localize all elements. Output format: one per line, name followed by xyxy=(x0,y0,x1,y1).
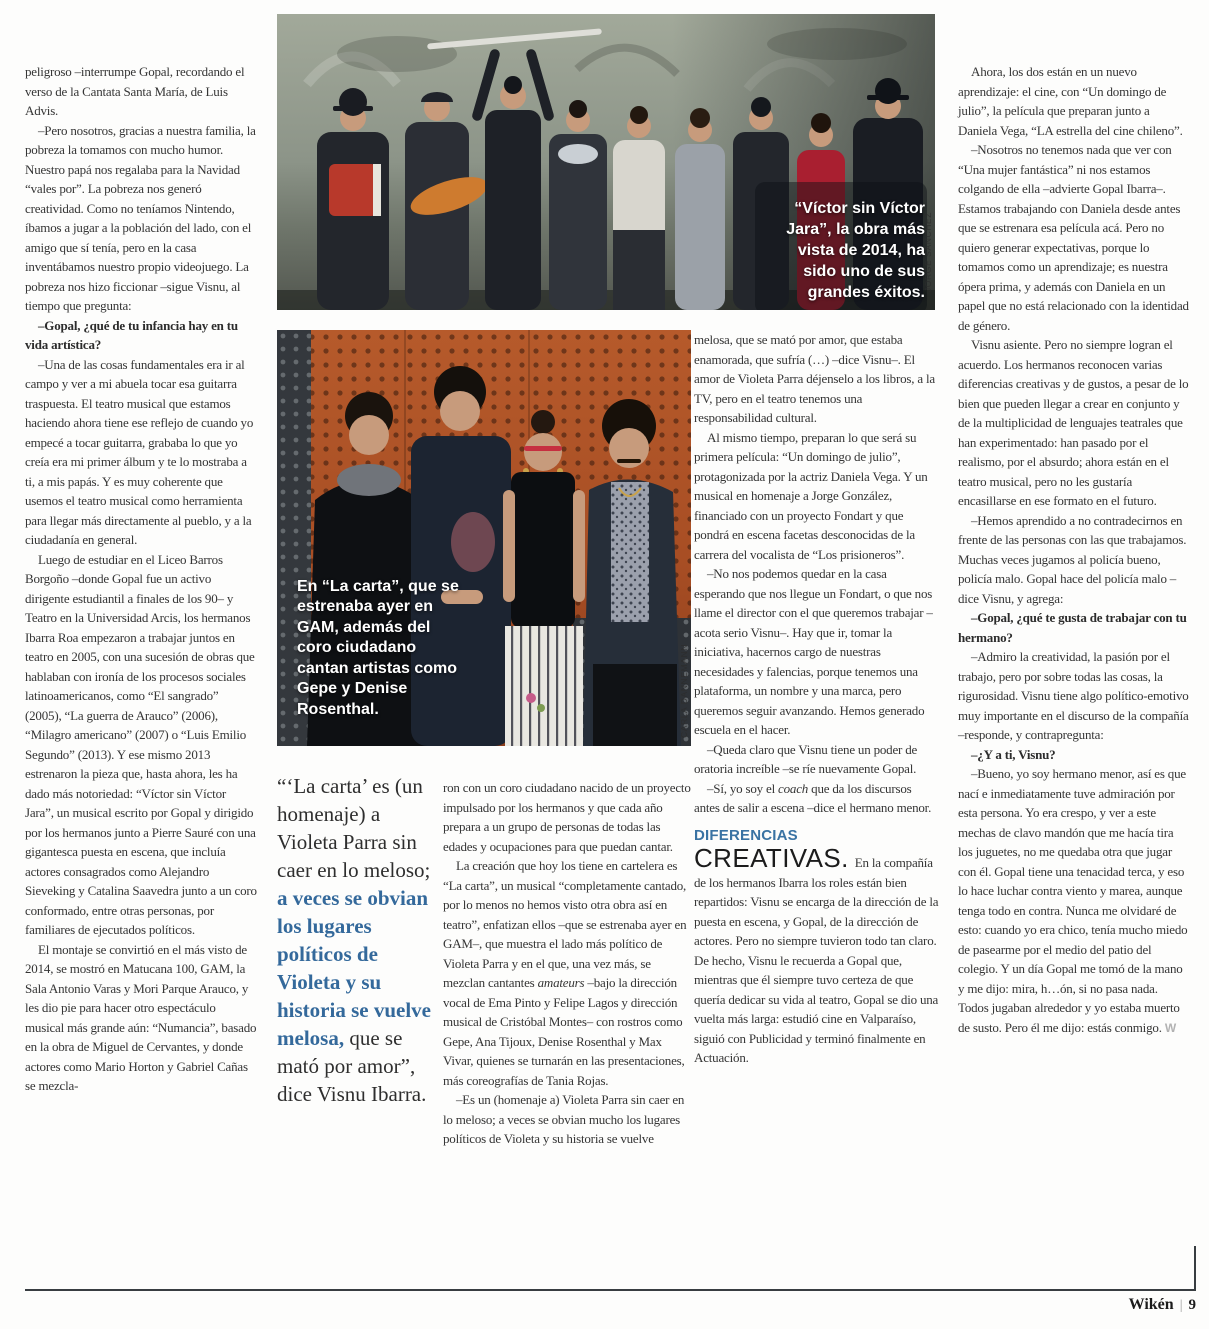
pull-quote-highlight: a veces se obvian los lugares políticos de Violeta y su historia se vuelve melosa, xyxy=(277,886,431,1050)
page-footer xyxy=(1129,1296,1196,1314)
paragraph: melosa, que se mató por amor, que estaba enamorada, que sufría (…) –dice Visnu–. El amor de Violeta Parra déjenselo a los libros, a la TV, pero en el teatro tenemos una responsabilidad cultural. xyxy=(694,332,935,425)
article-column-5 xyxy=(958,62,1189,1038)
band-photo-caption: En “La carta”, que se estrenaba ayer en GAM, además del coro ciudadano cantan artistas como Gepe y Denise Rosenthal. xyxy=(297,577,459,718)
paragraph: ron con un coro ciudadano nacido de un proyecto impulsado por los hermanos y que cada año prepara a un grupo de personas de todas las edades y ocupaciones para que puedan cantar. xyxy=(443,780,691,854)
paragraph-text: –Bueno, yo soy hermano menor, así es que nací e inmediatamente tuve admiración por esta persona. Yo era crespo, y ver a este mechas de clavo mandón que me hacía tira los juguetes, no me quedaba otra que jugar con él. Gopal tiene una tenacidad terca, y eso lo hace luchar contra viento y marea, aunque tenga todo en contra. Nunca me olvidaré de esto: cuando yo era chico, tenía mucho miedo de pasearme por el medio del patio del colegio. Y un día Gopal me tomó de la mano y me dijo: mira, h…ón, si no pasa nada. Todos jugaban alrededor y yo estaba muerto de susto. Pero él me dijo: estás conmigo. xyxy=(958,766,1188,1035)
paragraph-text: que da los discursos antes de salir a escena –dice el hermano menor. xyxy=(694,780,932,815)
interview-question: –Gopal, ¿qué te gusta de trabajar con tu hermano? xyxy=(958,610,1187,645)
pull-quote-closing: que se mató por amor”, dice Visnu Ibarra. xyxy=(277,1026,427,1106)
paragraph: –Queda claro que Visnu tiene un poder de oratoria increíble –se ríe nuevamente Gopal. xyxy=(694,741,918,776)
paragraph: –Es un (homenaje a) Violeta Parra sin caer en lo meloso; a veces se obvian mucho los lugares políticos de Violeta y su historia se vuelve xyxy=(443,1092,685,1146)
top-photo-credit: JORGE SANCHEZ xyxy=(923,212,933,293)
paragraph xyxy=(694,779,939,818)
pull-quote xyxy=(277,772,443,1108)
band-photo xyxy=(277,330,691,746)
footer-rule xyxy=(25,1289,1196,1291)
paragraph: peligroso –interrumpe Gopal, recordando el verso de la Cantata Santa María, de Luis Advis. xyxy=(25,64,245,118)
paragraph: Ahora, los dos están en un nuevo aprendizaje: el cine, con “Un domingo de julio”, la película que preparan junto a Daniela Vega, “LA estrella del cine chileno”. xyxy=(958,64,1183,138)
paragraph: El montaje se convirtió en el más visto de 2014, se mostró en Matucana 100, GAM, la Sala Antonio Varas y Mori Parque Arauco, y les dio pie para hacer otro espectáculo musical más grande aún: “Numancia”, basado en la obra de Miguel de Cervantes, y donde actores como Mario Horton y Gabriel Cañas se mezcla- xyxy=(25,941,257,1093)
paragraph: Visnu asiente. Pero no siempre logran el acuerdo. Los hermanos reconocen varias diferencias creativas y de gustos, a pesar de lo bien que pueden llegar a crear en conjunto y de la multiplicidad de lenguajes teatrales que han experimentado: han pasado por el realismo, por el absurdo; ahora están en el teatro musical, pero no les gustaría encasillarse en ese formato en el futuro. xyxy=(958,337,1189,508)
italic-term: coach xyxy=(778,780,809,796)
interview-question: –Gopal, ¿qué de tu infancia hay en tu vida artística? xyxy=(25,317,238,352)
paragraph: –Pero nosotros, gracias a nuestra familia, la pobreza la tomamos con mucho humor. Nuestro papá nos regalaba para la Navidad “vales por”. La pobreza nos generó creatividad. Como no teníamos Nintendo, íbamos a jugar a la población del lado, con el amigo que sí tenía, pero en la casa inventábamos nuestro propio videojuego. La pobreza nos hizo ficcionar –sigue Visnu, al tiempo que pregunta: xyxy=(25,122,256,313)
paragraph-text: –Sí, yo soy el xyxy=(707,780,779,796)
top-photo-caption: “Víctor sin Víctor Jara”, la obra más vista de 2014, ha sido uno de sus grandes éxitos. xyxy=(786,200,925,301)
paragraph: –No nos podemos quedar en la casa esperando que nos llegue un Fondart, o que nos llame el director con el que queremos trabajar –acota serio Visnu–. Hay que ir, tomar la iniciativa, hacernos cargo de nuestras necesidades y falencias, porque tenemos una plataforma, un nombre y una marca, pero queremos seguir avanzando. Hemos generado escuela en el hacer. xyxy=(694,566,933,737)
article-column-3 xyxy=(443,778,691,1149)
corner-tick xyxy=(1194,1246,1196,1289)
paragraph: –Nosotros no tenemos nada que ver con “Una mujer fantástica” ni nos estamos colgando de ella –advierte Gopal Ibarra–. Estamos trabajando con Daniela desde antes que se estrenara esa película acá. Pero no quiero generar expectativas, porque lo tomamos como un aprendizaje; es nuestra ópera prima, y además con Daniela en un papel que no está relacionado con la identidad de género. xyxy=(958,142,1189,333)
paragraph-text: –bajo la dirección vocal de Ema Pinto y Felipe Lagos y dirección musical de Cristóbal Montes– con rostros como Gepe, Ana Tijoux, Denise Rosenthal y Max Vivar, quienes se turnarán en las presentaciones, más coreografías de Tania Rojas. xyxy=(443,975,685,1088)
pull-quote-opening: “‘La carta’ es (un homenaje) a Violeta Parra sin caer en lo meloso; xyxy=(277,774,431,882)
top-photo xyxy=(277,14,935,310)
paragraph xyxy=(958,764,1189,1038)
page-number: 9 xyxy=(1188,1297,1196,1313)
paragraph xyxy=(443,856,691,1090)
accordion-prop xyxy=(329,164,377,216)
band-photo-credit: CARLA DANNEMANN xyxy=(679,643,689,738)
paragraph: Luego de estudiar en el Liceo Barros Borgoño –donde Gopal fue un activo dirigente estudiantil a finales de los 90– y Teatro en la Universidad Arcis, los hermanos Ibarra Roa empezaron a trabajar juntos en teatro en 2005, con una sucesión de obras que hablaban con ironía de los procesos sociales latinoamericanos, como “El sangrado” (2005), “La guerra de Arauco” (2006), “Milagro americano” (2007) o “Luis Emilio Segundo” (2013). Y ese mismo 2013 estrenaron la pieza que, hasta ahora, les ha dado más notoriedad: “Víctor sin Víctor Jara”, un musical escrito por Gopal y dirigido por los hermanos junto a Pierre Sauré con una gigantesca puesta en escena, que incluía actores consagrados como Alejandro Sieveking y Catalina Saavedra junto a un coro conformado, entre otras personas, por familiares de ejecutados políticos. xyxy=(25,551,257,937)
section-title: CREATIVAS. xyxy=(694,843,849,873)
paragraph-text: La creación que hoy los tiene en cartelera es “La carta”, un musical “completamente cantado, por lo menos no hemos visto otra obra así en teatro”, enfatizan ellos –que se estrenaba ayer en GAM–, que muestra el lado más político de Violeta Parra y en el que, una vez más, se mezclan cantantes xyxy=(443,858,687,990)
paragraph: –Una de las cosas fundamentales era ir al campo y ver a mi abuela tocar esa guitarra traspuesta. El teatro musical que estamos haciendo ahora tiene ese reflejo de cuando yo empecé a tocar guitarra, grababa lo que yo creía era mi primer álbum y te lo mostraba a ti, a mis papás. Y es muy coherente que usemos el teatro musical como herramienta para llegar más directamente al pueblo, y a la ciudadanía en general. xyxy=(25,356,254,547)
interview-question: –¿Y a ti, Visnu? xyxy=(971,746,1056,762)
magazine-name: Wikén xyxy=(1128,1296,1174,1313)
paragraph: –Hemos aprendido a no contradecirnos en frente de las personas con las que trabajamos. Muchas veces jugamos al policía bueno, policía malo. Gopal hace del policía malo –dice Visnu, y agrega: xyxy=(958,512,1187,606)
footer-separator: | xyxy=(1179,1298,1183,1313)
article-column-4 xyxy=(694,330,939,1068)
section-body: En la compañía de los hermanos Ibarra los roles están bien repartidos: Visnu se encarga de la dirección de la puesta en escena, y Gopal, de la dirección de actores. Pero no siempre tuvieron todo tan claro. De hecho, Visnu le recuerda a Gopal que, mientras que él siempre tuvo certeza de que quería dedicar su vida al teatro, Gopal se dio una vuelta más larga: estudió cine en Valparaíso, siguió con Publicidad y terminó finalmente en Actuación. xyxy=(694,855,939,1065)
section-paragraph xyxy=(694,845,939,1068)
article-end-mark: W xyxy=(1164,1020,1176,1035)
article-column-1 xyxy=(25,62,257,1096)
paragraph: Al mismo tiempo, preparan lo que será su primera película: “Un domingo de julio”, protagonizada por la actriz Daniela Vega. Y un musical en homenaje a Jorge González, financiado con un proyecto Fondart y que pondrá en escena facetas desconocidas de la carrera del vocalista de “Los prisioneros”. xyxy=(694,429,928,562)
section-kicker: DIFERENCIAS xyxy=(694,826,798,844)
paragraph: –Admiro la creatividad, la pasión por el trabajo, pero por sobre todas las cosas, la rigurosidad. Visnu tiene algo político-emotivo muy importante en el discurso de la compañía –responde, y contrapregunta: xyxy=(958,649,1189,742)
italic-term: amateurs xyxy=(537,975,585,990)
